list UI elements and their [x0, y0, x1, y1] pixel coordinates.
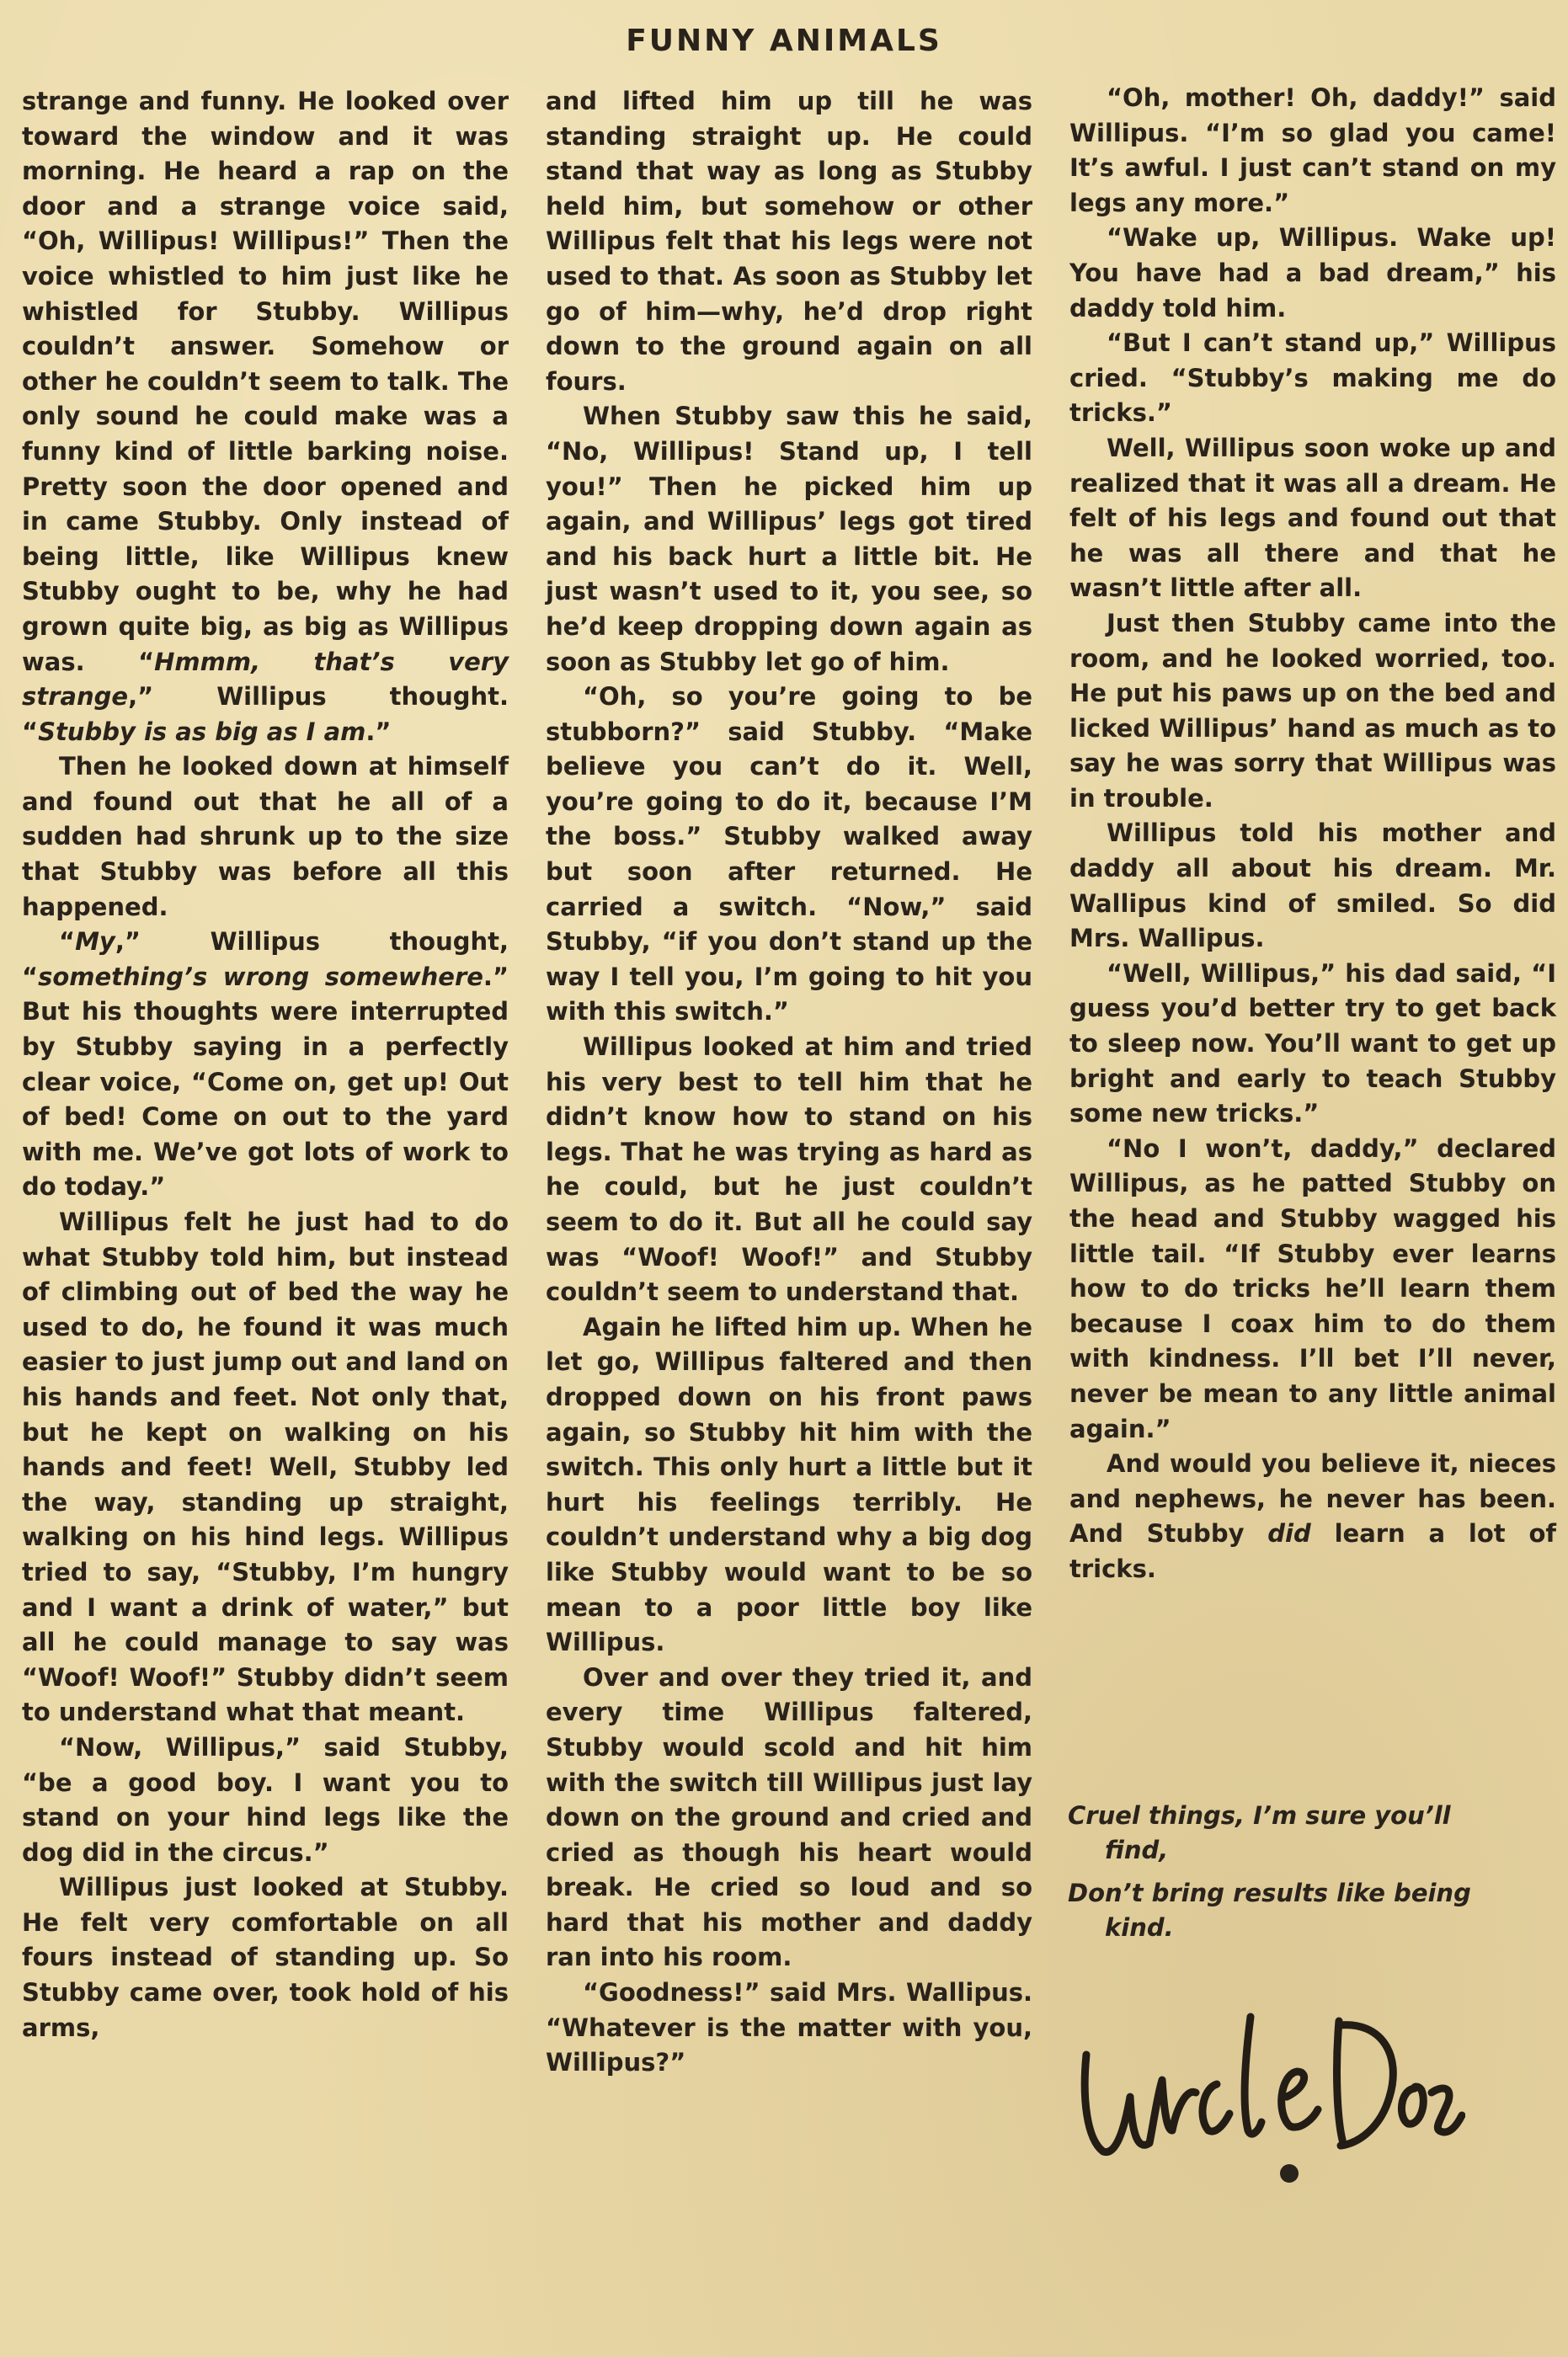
story-column-2	[546, 84, 1032, 2081]
paragraph-text: Over and over they tried it, and every time Willipus faltered, Stubby would scold and hit him with the switch till Willipus just lay down on the ground and cried and cried as though his heart would break. He cried so loud and so hard that his mother and daddy ran into his room.	[546, 1662, 1032, 1972]
verse-line-2-text: Don’t bring results like being	[1068, 1879, 1471, 1907]
closing-verse	[1068, 1799, 1539, 1945]
paragraph-text: Willipus looked at him and tried his very best to tell him that he didn’t know how to stand on his legs. That he was trying as hard as he could, but he just couldn’t seem to do it. But all he could say was “Woof! Woof!” and Stubby couldn’t seem to understand that.	[546, 1032, 1032, 1307]
story-paragraph	[1069, 1447, 1556, 1586]
emphasis-text: Stubby is as big as I am	[38, 717, 366, 746]
story-paragraph	[22, 84, 509, 749]
paragraph-text: learn a lot of tricks.	[1069, 1519, 1556, 1583]
paragraph-text: “Goodness!” said Mrs. Wallipus. “Whatever is the matter with you, Willipus?”	[546, 1978, 1032, 2077]
story-paragraph	[546, 399, 1032, 680]
paragraph-text: When Stubby saw this he said, “No, Willipus! Stand up, I tell you!” Then he picked him up again, and Willipus’ legs got tired and his back hurt a little bit. He just wasn’t used to it, you see, so he’d keep dropping down again as soon as Stubby let go of him.	[546, 402, 1032, 676]
emphasis-text: did	[1267, 1519, 1311, 1549]
story-paragraph	[546, 1976, 1032, 2081]
paragraph-text: ,” Willipus thought. “	[22, 682, 509, 746]
paragraph-text: Just then Stubby came into the room, and he looked worried, too. He put his paws up on the bed and licked Willipus’ hand as much as to say he was sorry that Willipus was in trouble.	[1069, 608, 1556, 813]
story-paragraph	[546, 680, 1032, 1030]
story-paragraph	[546, 84, 1032, 399]
paragraph-text: “No I won’t, daddy,” declared Willipus, as he patted Stubby on the head and Stubby wagged his little tail. “If Stubby ever learns how to do tricks he’ll learn them because I coax him to do them with kindness. I’ll bet I’ll never, never be mean to any little animal again.”	[1069, 1133, 1556, 1443]
story-paragraph	[22, 749, 509, 925]
paragraph-text: “	[59, 927, 76, 957]
story-paragraph	[1069, 606, 1556, 817]
paragraph-text: “Wake up, Willipus. Wake up! You have had a bad dream,” his daddy told him.	[1069, 223, 1556, 323]
paragraph-text: “Well, Willipus,” his dad said, “I guess you’d better try to get back to sleep now. You’ll want to get up bright and early to teach Stubby some new tricks.”	[1069, 958, 1556, 1128]
paragraph-text: “Now, Willipus,” said Stubby, “be a good boy. I want you to stand on your hind legs like the dog did in the circus.”	[22, 1732, 509, 1867]
verse-line-2-wrap: kind.	[1105, 1913, 1174, 1942]
paragraph-text: Willipus just looked at Stubby. He felt very comfortable on all fours instead of standing up. So Stubby came over, took hold of his arms,	[22, 1873, 509, 2042]
story-paragraph	[1069, 221, 1556, 326]
story-paragraph	[22, 925, 509, 1205]
story-paragraph	[546, 1030, 1032, 1310]
emphasis-text: something’s wrong somewhere	[38, 962, 483, 991]
story-paragraph	[22, 1870, 509, 2045]
paragraph-text: “Oh, so you’re going to be stubborn?” said Stubby. “Make believe you can’t do it. Well, you’re going to do it, because I’M the boss.” Stubby walked away but soon after returned. He carried a switch. “Now,” said Stubby, “if you don’t stand up the way I tell you, I’m going to hit you with this switch.”	[546, 682, 1032, 1027]
paragraph-text: Willipus told his mother and daddy all about his dream. Mr. Wallipus kind of smiled. So did Mrs. Wallipus.	[1069, 819, 1556, 953]
story-paragraph	[22, 1730, 509, 1870]
paragraph-text: Well, Willipus soon woke up and realized that it was all a dream. He felt of his legs and found out that he was all there and that he wasn’t little after all.	[1069, 433, 1556, 603]
story-paragraph	[22, 1205, 509, 1730]
paragraph-text: and lifted him up till he was standing straight up. He could stand that way as long as Stubby held him, but somehow or other Willipus felt that his legs were not used to that. As soon as Stubby let go of him—why, he’d drop right down to the ground again on all fours.	[546, 87, 1032, 396]
paragraph-text: strange and funny. He looked over toward the window and it was morning. He heard a rap on the door and a strange voice said, “Oh, Willipus! Willipus!” Then the voice whistled to him just like he whistled for Stubby. Willipus couldn’t answer. Somehow or other he couldn’t seem to talk. The only sound he could make was a funny kind of little barking noise. Pretty soon the door opened and in came Stubby. Only instead of being little, like Willipus knew Stubby ought to be, why he had grown quite big, as big as Willipus was. “	[22, 87, 509, 676]
paragraph-text: “But I can’t stand up,” Willipus cried. “Stubby’s making me do tricks.”	[1069, 328, 1556, 428]
story-column-1	[22, 84, 509, 2045]
paragraph-text: Willipus felt he just had to do what Stubby told him, but instead of climbing out of bed the way he used to do, he found it was much easier to just jump out and land on his hands and feet. Not only that, but he kept on walking on his hands and feet! Well, Stubby led the way, standing up straight, walking on his hind legs. Willipus tried to say, “Stubby, I’m hungry and I want a drink of water,” but all he could manage to say was “Woof! Woof!” Stubby didn’t seem to understand what that meant.	[22, 1208, 509, 1727]
paragraph-text: ,” Willipus thought, “	[22, 927, 509, 991]
paragraph-text: Again he lifted him up. When he let go, Willipus faltered and then dropped down on his front paws again, so Stubby hit him with the switch. This only hurt a little but it hurt his feelings terribly. He couldn’t understand why a big dog like Stubby would want to be so mean to a poor little boy like Willipus.	[546, 1312, 1032, 1657]
verse-line-1-wrap: find,	[1105, 1836, 1169, 1864]
page-header-title: FUNNY ANIMALS	[626, 24, 942, 58]
story-paragraph	[546, 1310, 1032, 1661]
story-paragraph	[1069, 326, 1556, 431]
story-paragraph	[1069, 81, 1556, 221]
verse-line-1	[1068, 1799, 1539, 1868]
paragraph-text: .” But his thoughts were interrupted by Stubby saying in a perfectly clear voice, “Come on, get up! Out of bed! Come on out to the yard with me. We’ve got lots of work to do today.”	[22, 962, 509, 1202]
story-paragraph	[1069, 431, 1556, 606]
story-paragraph	[546, 1661, 1032, 1976]
paragraph-text: “Oh, mother! Oh, daddy!” said Willipus. “I’m so glad you came! It’s awful. I just can’t stand on my legs any more.”	[1069, 83, 1556, 217]
emphasis-text: My	[75, 927, 115, 957]
paragraph-text: Then he looked down at himself and found out that he all of a sudden had shrunk up to the size that Stubby was before all this happened.	[22, 752, 509, 921]
paragraph-text: And would you believe it, nieces and nephews, he never has been. And Stubby	[1069, 1449, 1556, 1549]
handwritten-signature	[1069, 2004, 1465, 2173]
story-paragraph	[1069, 816, 1556, 956]
paragraph-text: .”	[365, 717, 392, 746]
story-paragraph	[1069, 957, 1556, 1132]
story-column-3	[1069, 81, 1556, 1587]
verse-line-2	[1068, 1876, 1539, 1945]
story-paragraph	[1069, 1132, 1556, 1447]
end-mark	[1280, 2164, 1299, 2183]
verse-line-1-text: Cruel things, I’m sure you’ll	[1068, 1801, 1451, 1830]
emphasis-text: Hmmm, that’s very strange	[22, 647, 509, 712]
